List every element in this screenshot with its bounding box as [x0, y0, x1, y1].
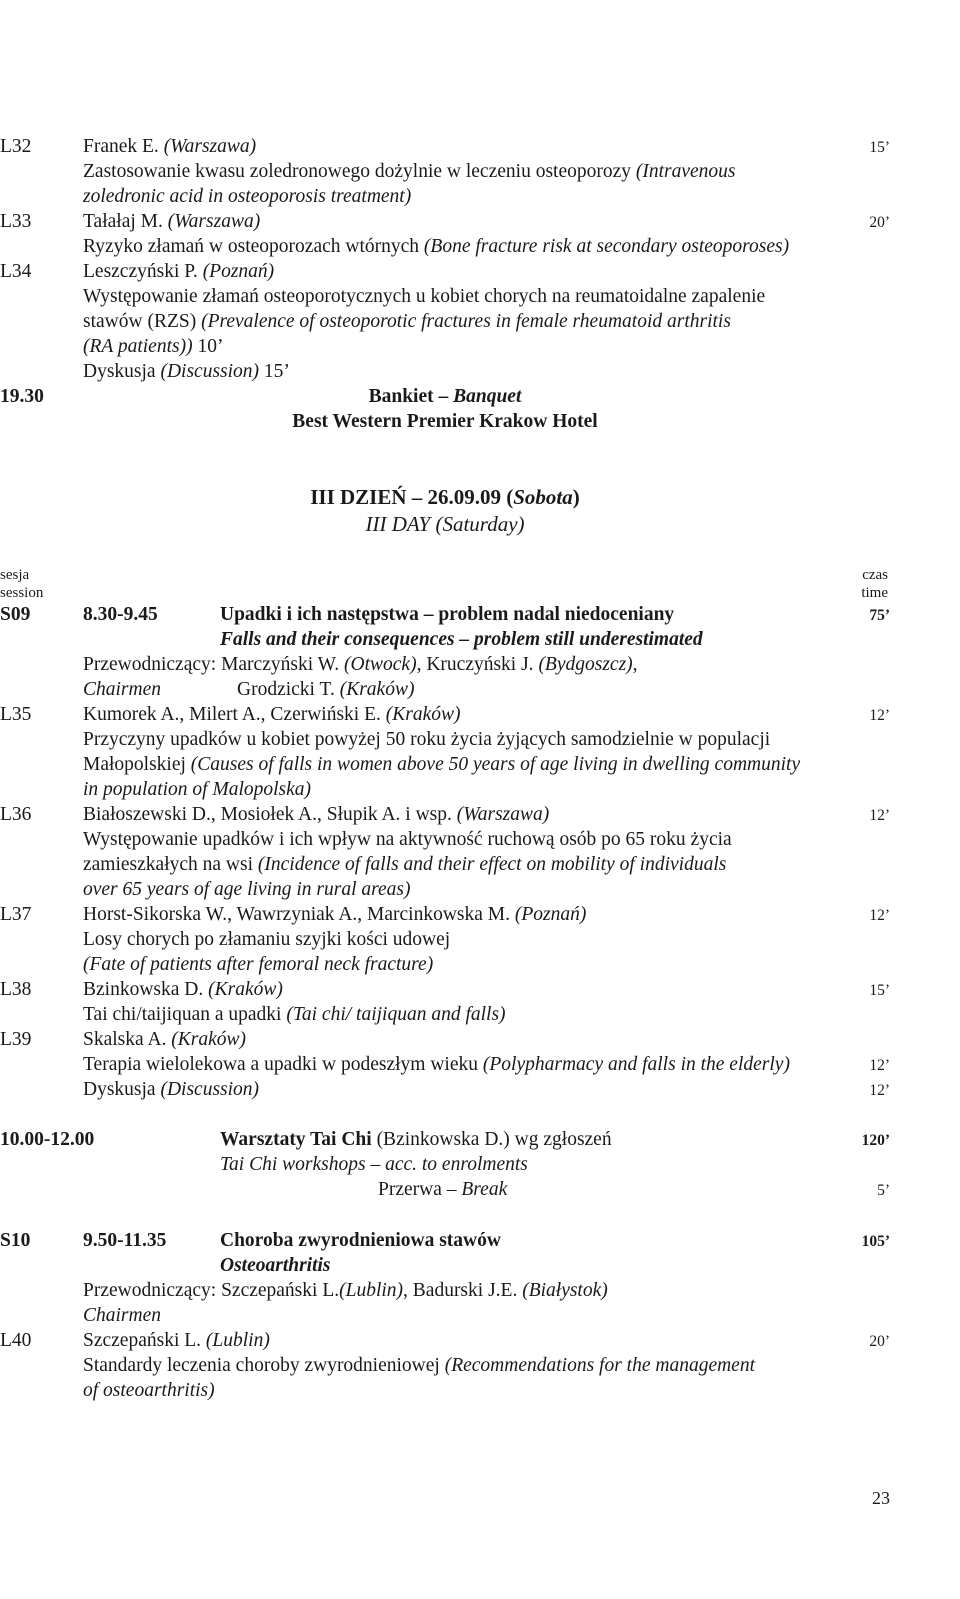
lecture-code: L33	[0, 211, 32, 232]
lecture-author: Horst-Sikorska W., Wawrzyniak A., Marcinkowska M. (Poznań)	[83, 904, 587, 925]
lecture-author: Franek E. (Warszawa)	[83, 136, 257, 157]
banquet-title: Bankiet – Banquet	[368, 386, 522, 407]
day-subtitle: III DAY (Saturday)	[365, 512, 525, 536]
session-title: Choroba zwyrodnieniowa stawów	[220, 1230, 501, 1251]
workshop-title: Warsztaty Tai Chi (Bzinkowska D.) wg zgłoszeń	[220, 1129, 612, 1150]
lecture-time: 20’	[869, 1333, 890, 1350]
session-chairs: Przewodniczący: Marczyński W. (Otwock), Kruczyński J. (Bydgoszcz),	[83, 654, 638, 675]
workshop-duration: 120’	[861, 1132, 890, 1149]
lecture-title: Występowanie złamań osteoporotycznych u kobiet chorych na reumatoidalne zapalenie	[83, 286, 766, 307]
lecture-title: Standardy leczenia choroby zwyrodnieniowej (Recommendations for the management	[83, 1355, 756, 1376]
chairmen-label: Chairmen	[83, 1305, 161, 1326]
session-title-en: Osteoarthritis	[220, 1255, 331, 1276]
session-code: S10	[0, 1230, 31, 1251]
discussion-line: Dyskusja (Discussion)	[83, 1079, 260, 1100]
lecture-title: Terapia wielolekowa a upadki w podeszłym wieku (Polypharmacy and falls in the elderly)	[83, 1054, 790, 1075]
header-session: session	[0, 585, 44, 601]
lecture-time: 15’	[869, 982, 890, 999]
session-duration: 75’	[869, 607, 890, 624]
workshop-title-en: Tai Chi workshops – acc. to enrolments	[220, 1154, 528, 1175]
lecture-title: Przyczyny upadków u kobiet powyżej 50 roku życia żyjących samodzielnie w populacji	[83, 729, 771, 750]
lecture-title: Małopolskiej (Causes of falls in women above 50 years of age living in dwelling community	[83, 754, 801, 775]
lecture-title: stawów (RZS) (Prevalence of osteoporotic fractures in female rheumatoid arthritis	[83, 311, 731, 332]
lecture-author: Skalska A. (Kraków)	[83, 1029, 247, 1050]
lecture-title: in population of Malopolska)	[83, 779, 312, 800]
lecture-author: Bzinkowska D. (Kraków)	[83, 979, 283, 1000]
lecture-time: 20’	[869, 214, 890, 231]
discussion-line: Dyskusja (Discussion) 15’	[83, 361, 290, 382]
lecture-code: L38	[0, 979, 32, 1000]
lecture-title: zamieszkałych na wsi (Incidence of falls and their effect on mobility of individuals	[83, 854, 727, 875]
chairmen-label: Chairmen	[83, 679, 161, 700]
lecture-code: L39	[0, 1029, 32, 1050]
lecture-title: (RA patients)) 10’	[83, 336, 224, 357]
lecture-code: L34	[0, 261, 32, 282]
lecture-author: Tałałaj M. (Warszawa)	[83, 211, 261, 232]
header-czas: czas	[862, 567, 888, 583]
lecture-title: of osteoarthritis)	[83, 1380, 215, 1401]
page-number: 23	[872, 1488, 890, 1508]
lecture-author: Leszczyński P. (Poznań)	[83, 261, 275, 282]
lecture-code: L40	[0, 1330, 32, 1351]
lecture-title: Tai chi/taijiquan a upadki (Tai chi/ taijiquan and falls)	[83, 1004, 506, 1025]
lecture-time: 15’	[869, 139, 890, 156]
break-time: 5’	[877, 1182, 890, 1199]
lecture-time: 12’	[869, 907, 890, 924]
day-title: III DZIEŃ – 26.09.09 (Sobota)	[310, 485, 580, 509]
banquet-time: 19.30	[0, 386, 44, 407]
lecture-title: Występowanie upadków i ich wpływ na aktywność ruchową osób po 65 roku życia	[83, 829, 732, 850]
session-time: 9.50-11.35	[83, 1230, 167, 1251]
lecture-title: Ryzyko złamań w osteoporozach wtórnych (Bone fracture risk at secondary osteoporoses)	[83, 236, 790, 257]
lecture-time: 12’	[869, 707, 890, 724]
lecture-title: zoledronic acid in osteoporosis treatment)	[83, 186, 412, 207]
lecture-code: L37	[0, 904, 32, 925]
session-title-en: Falls and their consequences – problem still underestimated	[220, 629, 703, 650]
lecture-author: Szczepański L. (Lublin)	[83, 1330, 270, 1351]
lecture-code: L32	[0, 136, 32, 157]
lecture-title: (Fate of patients after femoral neck fracture)	[83, 954, 434, 975]
lecture-title: Zastosowanie kwasu zoledronowego dożylnie w leczeniu osteoporozy (Intravenous	[83, 161, 736, 182]
session-title: Upadki i ich następstwa – problem nadal niedoceniany	[220, 604, 675, 625]
session-code: S09	[0, 604, 31, 625]
banquet-venue: Best Western Premier Krakow Hotel	[292, 411, 598, 432]
break-line: Przerwa – Break	[378, 1179, 508, 1200]
lecture-author: Białoszewski D., Mosiołek A., Słupik A. i wsp. (Warszawa)	[83, 804, 550, 825]
lecture-title: over 65 years of age living in rural areas)	[83, 879, 411, 900]
lecture-author: Kumorek A., Milert A., Czerwiński E. (Kraków)	[83, 704, 461, 725]
session-chairs: Przewodniczący: Szczepański L.(Lublin), Badurski J.E. (Białystok)	[83, 1280, 608, 1301]
header-sesja: sesja	[0, 567, 30, 583]
session-chairs: Grodzicki T. (Kraków)	[237, 679, 415, 700]
lecture-code: L35	[0, 704, 32, 725]
lecture-code: L36	[0, 804, 32, 825]
header-time: time	[861, 585, 888, 601]
discussion-time: 12’	[869, 1082, 890, 1099]
lecture-time: 12’	[869, 1057, 890, 1074]
session-time: 8.30-9.45	[83, 604, 158, 625]
lecture-time: 12’	[869, 807, 890, 824]
session-duration: 105’	[861, 1233, 890, 1250]
lecture-title: Losy chorych po złamaniu szyjki kości udowej	[83, 929, 451, 950]
workshop-time: 10.00-12.00	[0, 1129, 95, 1150]
